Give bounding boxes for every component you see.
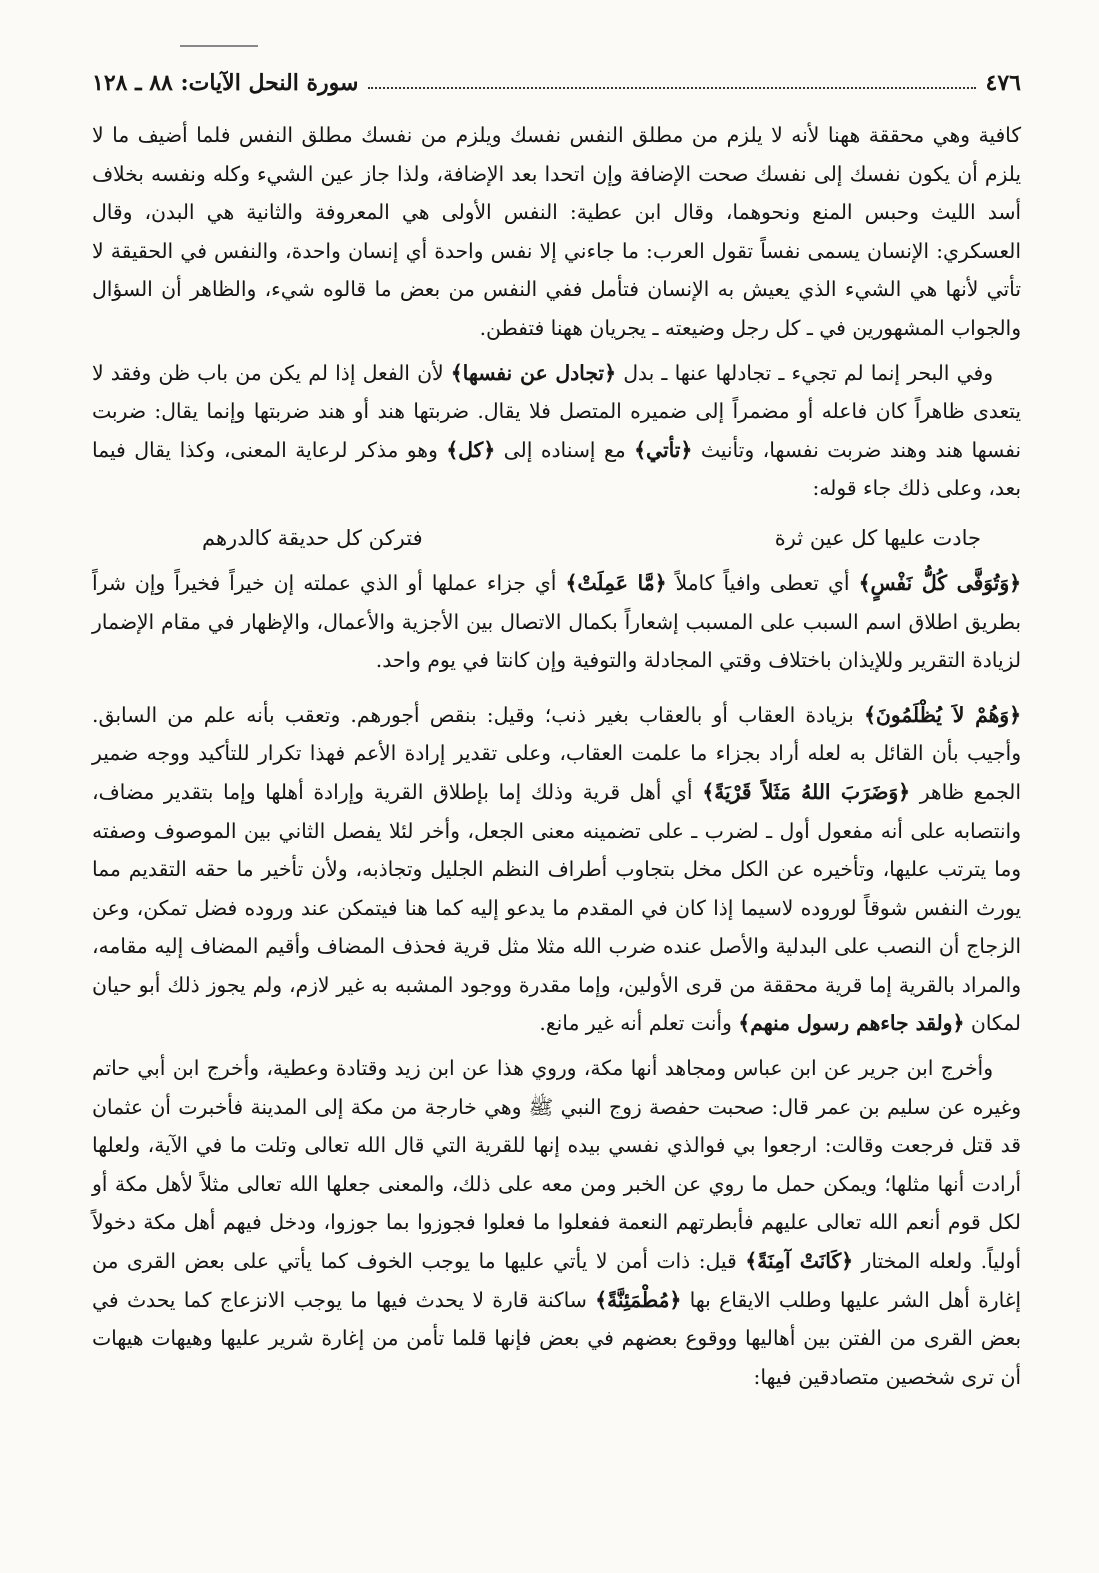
paragraph-5 xyxy=(92,1049,1021,1396)
text-run: مع إسناده إلى xyxy=(503,437,626,462)
page-body xyxy=(92,116,1021,1396)
poetry-verse xyxy=(202,518,981,558)
chapter-title: سورة النحل الآيات: ٨٨ ـ ١٢٨ xyxy=(92,70,359,96)
quran-quote: ﴿تأتي﴾ xyxy=(634,437,693,462)
text-run: لأن الفعل إذا لم يكن من باب ظن وفقد لا يتعدى ظاهراً كان فاعله أو مضمراً إلى ضميره المتصل فلا يقال. ضربتها هند أو هند ضربتها وإنما يقال: ضربت نفسها هند وهند ضربت نفسها، وتأنيث xyxy=(92,360,1022,462)
text-run: وهو مذكر لرعاية المعنى، وكذا يقال فيما بعد، وعلى ذلك جاء قوله: xyxy=(92,437,1021,501)
paragraph-3 xyxy=(92,564,1021,680)
text-run: أي أهل قرية وذلك إما بإطلاق القرية وإرادة أهلها وإما بتقدير مضاف، وانتصابه على أنه مفعول أول ـ لضرب ـ على تضمينه معنى الجعل، وأخر لئلا يفصل الثاني بين الموصوف وصفته وما يترتب عليها، وتأخيره عن الكل مخل بتجاوب أطراف النظم الجليل وتجاذبه، ولأن تأخير ما حقه التقديم مما يورث النفس شوقاً لوروده لاسيما إذا كان في المقدم ما يدعو إليه كما هنا فيتمكن عند وروده فضل تمكن، وعن الزجاج أن النصب على البدلية والأصل عنده ضرب الله مثلا مثل قرية فحذف المضاف وأقيم المضاف إليه مقامه، والمراد بالقرية إما قرية محققة من قرى الأولين، وإما مقدرة ووجود المشبه به غير لازم، ولم يجوز ذلك أبو حيان لمكان xyxy=(92,779,1021,1036)
text-run: قيل: ذات أمن لا يأتي عليها ما يوجب الخوف كما يأتي على بعض القرى من إغارة أهل الشر عليها وطلب الايقاع بها xyxy=(92,1249,1021,1312)
page-number: ٤٧٦ xyxy=(985,70,1021,96)
text-run: ساكنة قارة لا يحدث فيها ما يوجب الانزعاج كما يحدث في بعض القرى من الفتن بين أهاليها ووقوع بعضهم في بعض فإنها قلما تأمن من إغارة شرير عليها وهيهات هيهات أن ترى شخصين متصادقين فيها: xyxy=(92,1287,1021,1389)
quran-quote: ﴿كَانَتْ آمِنَةً﴾ xyxy=(745,1249,854,1274)
quran-quote: ﴿وَضَرَبَ اللهُ مَثَلاً قَرْيَةً﴾ xyxy=(702,779,911,804)
quran-quote: ﴿مَّا عَمِلَتْ﴾ xyxy=(565,570,667,595)
paragraph-1: كافية وهي محققة ههنا لأنه لا يلزم من مطلق النفس نفسك ويلزم من نفسك مطلق النفس فلما أضيف ما لا يلزم أن يكون نفسك إلى نفسك صحت الإضافة وإن اتحدا بعد الإضافة، ولذا جاز عين الشيء وكله ونفسه بخلاف أسد الليث وحبس المنع ونحوهما، وقال ابن عطية: النفس الأولى هي المعروفة والثانية هي البدن، وقال العسكري: الإنسان يسمى نفساً تقول العرب: ما جاءني إلا نفس واحدة أي إنسان واحدة، والنفس في الحقيقة لا تأتي لأنها هي الشيء الذي يعيش به الإنسان فتأمل ففي النفس من بعض ما قالوه شيء، والظاهر أن السؤال والجواب المشهورين في ـ كل رجل وضيعته ـ يجريان ههنا فتفطن. xyxy=(92,123,1021,340)
header-dot-leader xyxy=(368,87,975,89)
text-run: بزيادة العقاب أو بالعقاب بغير ذنب؛ وقيل: بنقص أجورهم. وتعقب بأنه علم من السابق. وأجيب بأن القائل به لعله أراد بجزاء ما علمت العقاب، وعلى تقدير إرادة الأعم فهذا تكرار للتأكيد ووجه ضمير الجمع ظاهر xyxy=(92,702,1021,804)
text-run: وأنت تعلم أنه غير مانع. xyxy=(539,1011,732,1036)
text-run: وفي البحر إنما لم تجيء ـ تجادلها عنها ـ بدل xyxy=(623,360,994,385)
text-run: أي تعطى وافياً كاملاً xyxy=(675,570,850,595)
quran-quote: ﴿كل﴾ xyxy=(446,437,496,462)
paragraph-4 xyxy=(92,696,1021,1043)
header-decor-line xyxy=(180,45,258,47)
quran-quote: ﴿وَتُوَفَّى كُلُّ نَفْسٍ﴾ xyxy=(858,570,1021,595)
text-run: أي جزاء عملها أو الذي عملته إن خيراً فخيراً وإن شراً بطريق اطلاق اسم السبب على المسبب إشعاراً بكمال الاتصال بين الأجزية والأعمال، والإظهار في مقام الإضمار لزيادة التقرير وللإيذان باختلاف وقتي المجادلة والتوفية وإن كانتا في يوم واحد. xyxy=(92,570,1021,673)
quran-quote: ﴿وَهُمْ لاَ يُظْلَمُونَ﴾ xyxy=(863,702,1021,727)
quran-quote: ﴿مُطْمَئِنَّةً﴾ xyxy=(595,1287,682,1312)
quran-quote: ﴿ولقد جاءهم رسول منهم﴾ xyxy=(738,1011,965,1036)
verse-second-hemistich: فتركن كل حديقة كالدرهم xyxy=(202,525,423,550)
quran-quote: ﴿تجادل عن نفسها﴾ xyxy=(450,360,616,385)
verse-first-hemistich: جادت عليها كل عين ثرة xyxy=(774,525,981,550)
spacer xyxy=(92,680,1021,696)
running-header xyxy=(92,58,1021,96)
paragraph-2 xyxy=(92,354,1021,508)
text-run: وأخرج ابن جرير عن ابن عباس ومجاهد أنها مكة، وروي هذا عن ابن زيد وقتادة وعطية، وأخرج ابن أبي حاتم وغيره عن سليم بن عمر قال: صحبت حفصة زوج النبي ﷺ وهي خارجة من مكة إلى المدينة فأخبرت أن عثمان قد قتل فرجعت وقالت: ارجعوا بي فوالذي نفسي بيده إنها للقرية التي قال الله تعالى وتلت ما في الآية، ولعلها أرادت أنها مثلها؛ ويمكن حمل ما روي عن الخبر ومن معه على ذلك، والمعنى جعلها الله تعالى مثلاً لأهل مكة أو لكل قوم أنعم الله تعالى عليهم فأبطرتهم النعمة ففعلوا ما فعلوا فجوزوا بما جوزوا، ودخل فيهم أهل مكة دخولاً أولياً. ولعله المختار xyxy=(92,1056,1021,1274)
